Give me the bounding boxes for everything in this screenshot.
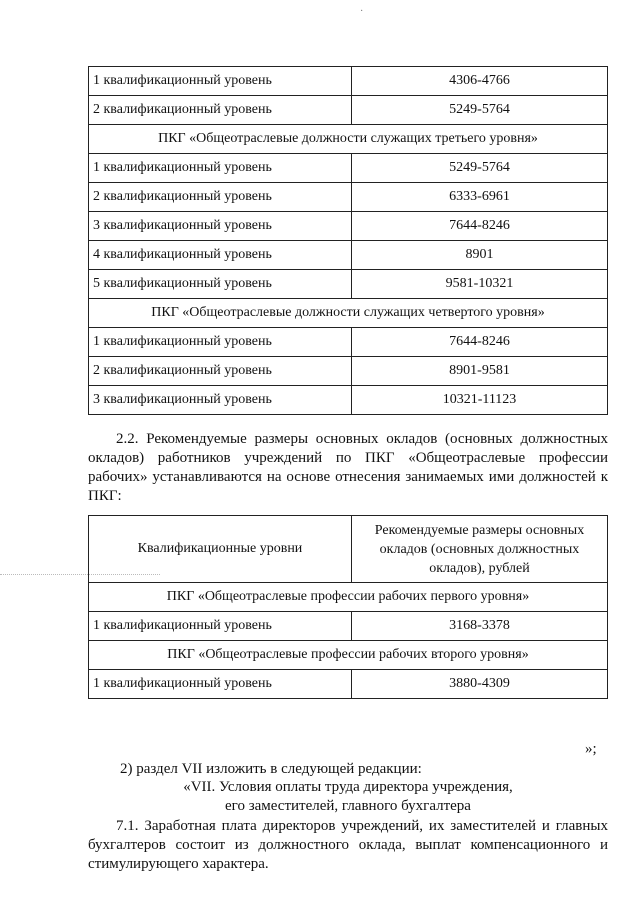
level-cell: 1 квалификационный уровень <box>89 328 352 357</box>
table-row <box>89 96 608 125</box>
group-row <box>89 299 608 328</box>
level-cell: 3 квалификационный уровень <box>89 212 352 241</box>
table-row <box>89 386 608 415</box>
table-row <box>89 270 608 299</box>
range-cell: 8901 <box>352 241 608 270</box>
salary-table-employees <box>88 66 608 415</box>
level-cell: 3 квалификационный уровень <box>89 386 352 415</box>
level-cell: 4 квалификационный уровень <box>89 241 352 270</box>
table-row <box>89 212 608 241</box>
level-cell: 2 квалификационный уровень <box>89 357 352 386</box>
scan-mark: · <box>360 6 364 17</box>
paragraph-2-2: 2.2. Рекомендуемые размеры основных окладов (основных должностных окладов) работников учреждений по ПКГ «Общеотраслевые профессии рабочих» устанавливаются на основе отнесения занимаемых ими должностей к ПКГ: <box>88 431 608 504</box>
closing-quote: »; <box>585 741 597 757</box>
table-header-row <box>89 516 608 583</box>
level-cell: 2 квалификационный уровень <box>89 183 352 212</box>
group-cell: ПКГ «Общеотраслевые должности служащих четвертого уровня» <box>89 299 608 328</box>
table-row <box>89 183 608 212</box>
table-row <box>89 357 608 386</box>
range-cell: 4306-4766 <box>352 67 608 96</box>
table-row <box>89 241 608 270</box>
group-cell: ПКГ «Общеотраслевые профессии рабочих второго уровня» <box>89 641 608 670</box>
section-heading <box>88 778 608 816</box>
paragraph-7-1: 7.1. Заработная плата директоров учреждений, их заместителей и главных бухгалтеров состоит из должностного оклада, выплат компенсационного и стимулирующего характера. <box>88 818 608 872</box>
level-cell: 1 квалификационный уровень <box>89 154 352 183</box>
item-2: 2) раздел VII изложить в следующей редакции: <box>120 761 422 777</box>
range-cell: 7644-8246 <box>352 328 608 357</box>
range-cell: 5249-5764 <box>352 96 608 125</box>
level-cell: 1 квалификационный уровень <box>89 670 352 699</box>
table-row <box>89 612 608 641</box>
range-cell: 3168-3378 <box>352 612 608 641</box>
column-header-levels: Квалификационные уровни <box>89 516 352 583</box>
group-row <box>89 641 608 670</box>
salary-table-workers <box>88 515 608 699</box>
level-cell: 5 квалификационный уровень <box>89 270 352 299</box>
group-row <box>89 125 608 154</box>
level-cell: 1 квалификационный уровень <box>89 67 352 96</box>
level-cell: 1 квалификационный уровень <box>89 612 352 641</box>
range-cell: 8901-9581 <box>352 357 608 386</box>
column-header-salaries: Рекомендуемые размеры основных окладов (основных должностных окладов), рублей <box>352 516 608 583</box>
level-cell: 2 квалификационный уровень <box>89 96 352 125</box>
group-row <box>89 583 608 612</box>
section-heading-line: его заместителей, главного бухгалтера <box>225 798 471 814</box>
range-cell: 7644-8246 <box>352 212 608 241</box>
group-cell: ПКГ «Общеотраслевые профессии рабочих первого уровня» <box>89 583 608 612</box>
range-cell: 3880-4309 <box>352 670 608 699</box>
range-cell: 5249-5764 <box>352 154 608 183</box>
table-row <box>89 67 608 96</box>
range-cell: 6333-6961 <box>352 183 608 212</box>
range-cell: 9581-10321 <box>352 270 608 299</box>
table-row <box>89 328 608 357</box>
section-heading-line: «VII. Условия оплаты труда директора учреждения, <box>183 779 513 795</box>
table-row <box>89 670 608 699</box>
range-cell: 10321-11123 <box>352 386 608 415</box>
table-row <box>89 154 608 183</box>
group-cell: ПКГ «Общеотраслевые должности служащих третьего уровня» <box>89 125 608 154</box>
